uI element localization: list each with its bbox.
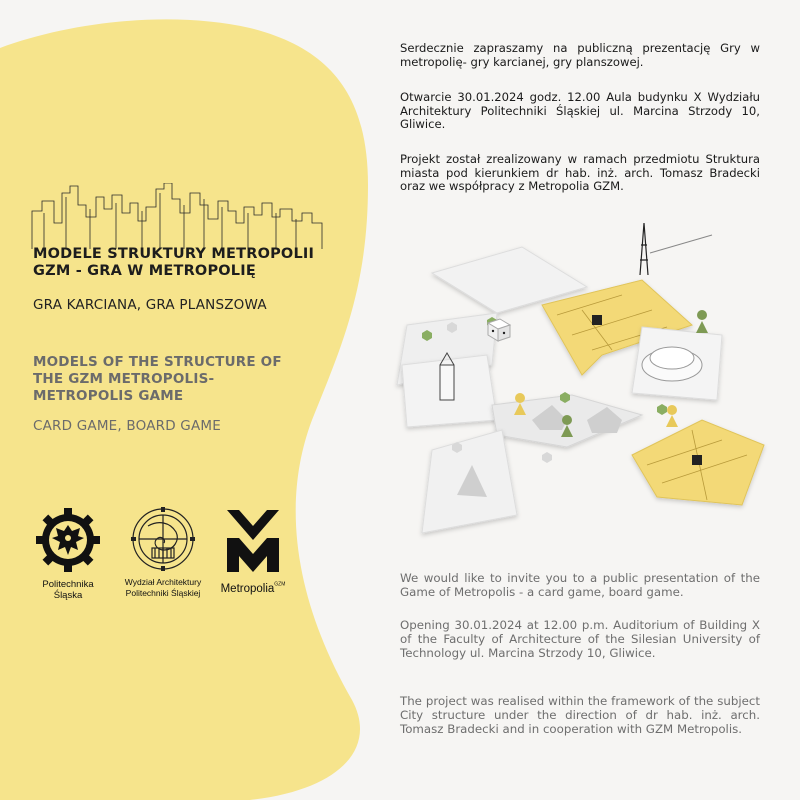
title-en-line3: METROPOLIS GAME	[33, 388, 184, 404]
metropolia-m-logo-icon	[223, 508, 283, 574]
page-title-english	[33, 354, 343, 405]
pl-paragraph-project: Projekt został zrealizowany w ramach przedmiotu Struktura miasta pod kierunkiem dr hab. inż. arch. Tomasz Bradecki oraz we współpracy z Metropolia GZM.	[400, 152, 760, 194]
politechnika-slaska-logo	[30, 508, 106, 601]
subtitle-polish: GRA KARCIANA, GRA PLANSZOWA	[33, 297, 267, 313]
page-title-polish	[33, 246, 353, 280]
pl-paragraph-opening: Otwarcie 30.01.2024 godz. 12.00 Aula budynku X Wydziału Architektury Politechniki Śląskiej ul. Marcina Strzody 10, Gliwice.	[400, 90, 760, 132]
en-paragraph-project: The project was realised within the framework of the subject City structure under the direction of dr hab. inż. arch. Tomasz Bradecki and in cooperation with GZM Metropolis.	[400, 694, 760, 736]
logo3-tag: GZM	[274, 581, 286, 588]
city-skyline-icon	[30, 183, 330, 249]
title-pl-line2: GZM - GRA W METROPOLIĘ	[33, 263, 256, 279]
subtitle-english: CARD GAME, BOARD GAME	[33, 418, 221, 434]
title-en-line2: THE GZM METROPOLIS-	[33, 371, 215, 387]
board-game-illustration	[392, 215, 777, 545]
logo1-line2: Śląska	[53, 590, 83, 601]
title-pl-line1: MODELE STRUKTURY METROPOLII	[33, 246, 315, 262]
pl-paragraph-invitation: Serdecznie zapraszamy na publiczną prezentację Gry w metropolię- gry karcianej, gry planszowej.	[400, 41, 760, 69]
logo2-line2: Politechniki Śląskiej	[125, 588, 201, 598]
wydzial-architektury-logo	[118, 506, 208, 599]
en-paragraph-opening: Opening 30.01.2024 at 12.00 p.m. Auditorium of Building X of the Faculty of Architecture of the Silesian University of Technology ul. Marcina Strzody 10, Gliwice.	[400, 618, 760, 660]
logo1-line1: Politechnika	[42, 579, 94, 590]
eagle-gear-logo-icon	[36, 508, 100, 574]
metropolia-gzm-logo	[212, 508, 294, 597]
title-en-line1: MODELS OF THE STRUCTURE OF	[33, 354, 282, 370]
logo3-label: Metropolia	[220, 583, 275, 595]
en-paragraph-invitation: We would like to invite you to a public presentation of the Game of Metropolis - a card game, board game.	[400, 571, 760, 599]
faculty-seal-logo-icon	[130, 506, 196, 572]
logo2-line1: Wydział Architektury	[124, 577, 202, 587]
